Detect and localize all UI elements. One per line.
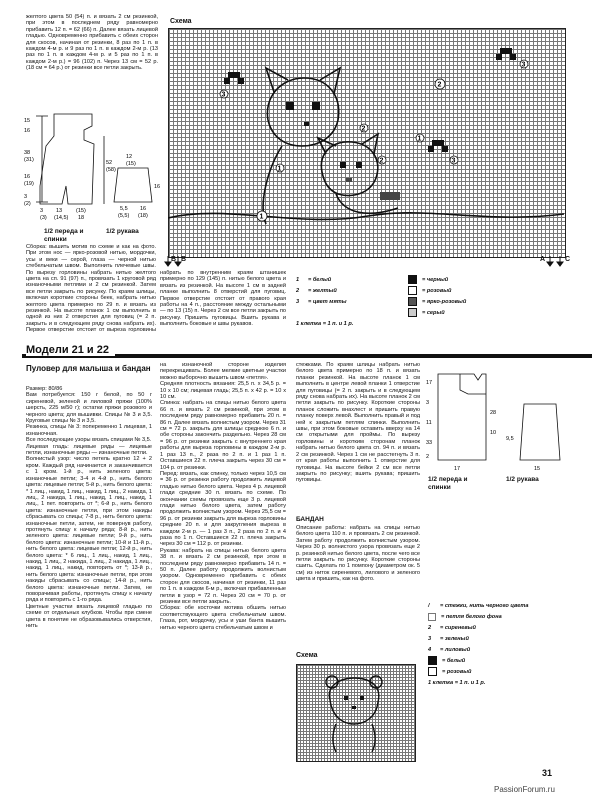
dim2-bottom-0: 17: [454, 466, 461, 472]
legend-2-row-3: 3 = зеленый: [428, 635, 469, 642]
legend-2-row-5: = белый: [428, 655, 568, 666]
section-header: [22, 344, 592, 360]
dim-left-4: 16: [24, 174, 31, 180]
dim-left-0: 15: [24, 118, 31, 124]
dim-left-5: (19): [24, 181, 34, 187]
text-column-1: Размер: 80/86 Вам потребуется: 150 г белой, по 50 г сиреневой, зеленой и лиловой пряжи (100% шерсть, 225 м/50 г); остатки пряжи розового и черного цвета; для вышивки. Спицы № 3 и 3,5. Круговые спицы № 3 и 3,5. Резинка, спицы № 3: попеременно 1 лицевая, 1 изнаночная. Все последующие узоры вязать спицами № 3,5. Лицевая гладь: лицевые ряды — лицевые петли, изнаночные ряды — изнаночные петли. Волнистый узор: число петель кратно 12 + 2 кром. Каждый ряд начинается и заканчивается с 1 кром. 1-й р., нить зеленого цвета: изнаночные петли; 3-4 и 4-й р., нить белого цвета: лицевые петли; 5-й р., нить белого цвета: * 1 лиц., накид, 1 лиц., накид, 1 лиц., 2 накида, 1 лиц., 2 накида, 1 лиц., накид, 1 лиц., накид, 1 лиц., 1 пет. повторить от *; 6-й р., нить белого цвета: изнаночные петли, при этом накиды сбрасывать со спицы; 7-8 р., нить белого цвета: изнаночные петли, затем, не повернув работу, протянуть спицу к началу ряда; 8-й р., нить зеленого цвета: лицевые петли; 9-й р., нить белого цвета: изнаночные петли; 10-й и 11-й р., нить белого цвета: лицевые петли; 12-й р., нить белого цвета: * 6 лиц., 1 лиц., накид, 1 лиц., накид, 1 лиц., 2 накида, 1 лиц., 2 накида, 1 лиц., накид, 1 лиц., накид, повторить от *; 13-й р., нить белого цвета: изнаночные петли, при этом накиды сбрасывать со спицы; 14-й р., нить белого цвета: изнаночные петли. Затем, не поворачивая работы, протянуть спицу к началу ряда и повторить с 1-го ряда. Цветные участки вязать лицевой гладью по схеме от отдельных клубков. Чтобы при смене цвета в понятие не образовывались отверстия, нить: [26, 386, 152, 630]
dim-right-2: 16: [154, 184, 161, 190]
dim2-mid-1: 10: [490, 430, 497, 436]
scheme-num-2: 3: [221, 91, 226, 99]
legend-1-footer: 1 клетка = 1 п. и 1 р.: [296, 320, 354, 327]
section-title: Модели 21 и 22: [26, 344, 115, 356]
swatch-black: [408, 275, 417, 284]
sleeve-piece-outline: [114, 168, 152, 202]
dim-left-7: (2): [24, 201, 31, 207]
swatch-pink: [408, 286, 417, 295]
label-front-1: 1/2 переда и спинки: [44, 228, 84, 243]
dim-right-1: (15): [126, 161, 136, 167]
dim-mid-0: 52: [106, 160, 113, 166]
legend-2-row-1: = петля белого фона: [428, 611, 568, 622]
dim2-bottom-1: 9,5: [506, 436, 514, 442]
bandana-text: Описание работы: набрать на спицы нитью белого цвета 110 п. и провязать 2 см резинкой. Затем работу продолжить волнистым узором. Через 30 р. волнистого узора провязать еще 2 р. резинкой нитью белого цвета, после чего все петли закрыть по рисунку. Короткие стороны сшить. Сделать по 1 помпону (диаметром ок. 5 см) из ниток сиреневого, лилового и зеленого цвета и пришить, как на фото.: [296, 525, 420, 583]
bandana-title: БАНДАН: [296, 516, 324, 523]
legend-1-row-2: 3 = цвет мяты = ярко-розовый: [296, 298, 467, 305]
dim-bottom-left-4: (15): [76, 208, 86, 214]
dim-bottom-left-3: (14,5): [54, 215, 69, 221]
dim2-left-4: 2: [426, 454, 430, 460]
cat-big-outline: [267, 78, 338, 146]
site-watermark: PassionForum.ru: [494, 785, 555, 794]
dim-bottom-right-3: (18): [138, 213, 148, 219]
label-front-2: 1/2 переда и спинки: [428, 476, 468, 491]
arrow-label-a: A: [540, 256, 546, 263]
dim-left-6: 3: [24, 194, 28, 200]
scheme-num-4: 1: [417, 135, 422, 143]
scheme-num-6: 3: [451, 157, 456, 165]
middle-text: набрать по внутренним краям штанишек примерно по 129 (145) п. нитью белого цвета и вязать из резинкой. На высоте 1 см в задней планке выполнить 8 отверстий для пуговиц. Первое отверстие отстоит от правого края работы на 4 п., расстояние между остальными — по 13 (15) п. Через 2 см все петли закрыть по рисунку. Пришить пуговицы. Вшить рукава и выполнить боковые и швы рукавов.: [160, 270, 286, 328]
front-piece-outline: [40, 114, 94, 204]
legend-1: [296, 274, 556, 329]
legend-2-footer: 1 клетка = 1 п. и 1 р.: [428, 679, 486, 686]
legend-2-row-4: 4 = лиловый: [428, 646, 471, 653]
dim-bottom-left-5: 18: [78, 215, 85, 221]
front-piece-outline-2: [438, 374, 486, 460]
dim-bottom-left-2: 13: [56, 208, 63, 214]
scheme-num-1: 2: [437, 81, 442, 89]
legend-1-row-0: 1 = белый = черный: [296, 276, 449, 283]
dim-left-2: 38: [24, 150, 31, 156]
text-column-3: стежками. По краям шлицы набрать нитью белого цвета примерно по 18 п. и вязать планки резинкой. На высоте планок 1 см выполнить в центре левой планки 1 отверстие для пуговицы (= 2 п. закрыть и в следующем ряду снова набрать их). На высоте планок 2 см петли закрыть по рисунку. Короткие стороны планок сложить внахлест и пришить правую планку поверх левой. Выполнить правый и под ней к закрытым петлям спинки. Выполнить швы, при этом боковые оставить вверху на 14 см открытыми для проймы. По вырезу горловины и коротким сторонам планок набрать нитью белого цвета сп. 94 п. и вязать 2 см резинкой. Через 1 см не расстегнуть 3 п. от края работы выполнить 1 отверстие для пуговицы. На высоте бейки 2 см все петли закрыть по рисунку; вшить рукава; пришить пуговицы.: [296, 362, 420, 484]
page-number: 31: [542, 768, 553, 778]
dim2-left-3: 33: [426, 440, 433, 446]
top-left-text: желтого цвета 50 (54) п. и вязать 2 см резинкой, при этом в последнем ряду равномерно прибавить 12 п. = 62 (66) п. Далее вязать лицевой гладью. Одновременно прибавить с обеих сторон для скосов, начиная от резинки, 8 раз по 1 п. в каждом 4-м р. и 9 раз по 1 п. в каждом 2-м р. (13 раз по 1 п. в каждом 4-м р. и 5 раз по 1 п. в каждом 2-м р.) = 96 (102) п. Через 13 см = 52 р. (18 см = 64 р.) от резинки все петли закрыть.: [26, 14, 158, 72]
dim-right-0: 12: [126, 154, 133, 160]
dim-bottom-right-2: 16: [140, 206, 147, 212]
scheme-arrows: [164, 256, 571, 268]
dim-left-1: 16: [24, 128, 31, 134]
dim-bottom-right-0: 5,5: [120, 206, 128, 212]
arrow-label-b1: B: [171, 256, 177, 263]
arrow-label-b2: B: [181, 256, 187, 263]
label-sleeve-2: 1/2 рукава: [506, 476, 539, 483]
scheme-motif: [168, 28, 564, 256]
dim-bottom-left-0: 3: [40, 208, 44, 214]
legend-2-row-2: 2 = сиреневый: [428, 624, 476, 631]
dim2-left-1: 3: [426, 400, 430, 406]
scheme-num-7: 3: [521, 61, 526, 69]
legend-1-row-3: = серый: [296, 307, 556, 318]
scheme-title: Схема: [170, 18, 192, 25]
assembly-text: Сборка: вышить мотив по схеме и как на фото. При этом нос — ярко-розовой нитью, мордочки, усы и веки — серой, глаза — черной нитью стебельчатым швом. Выполнить плечевые швы. По вырезу горловины набрать нитью желтого цвета на сп. 91 (97) п., провязать 1 круговой ряд изнаночными петлями и 2 см резинкой. Затем все петли закрыть по рисунку. По краям шлицы, включая короткие стороны беек, набрать нитью желтого цвета примерно по 29 п. и вязать из резинкой. На высоте планок 1 см выполнить в одной из них 2 отверстия для пуговиц (= 2 п. закрыть и в следующем ряду снова набрать их). Первое отверстие отстоит от выреза горловины: [26, 244, 156, 334]
dim2-mid-0: 28: [490, 410, 497, 416]
legend-1-row-1: 2 = желтый = розовый: [296, 287, 452, 294]
dim2-bottom-2: 15: [534, 466, 541, 472]
scheme-num-8: 2: [379, 157, 384, 165]
dim-mid-1: (58): [106, 167, 116, 173]
scheme2-motif: [296, 664, 414, 760]
dim2-left-0: 17: [426, 380, 433, 386]
dim2-left-2: 11: [426, 420, 432, 426]
text-column-2: на изнаночной стороне изделия перекрещивать. Более мелкие цветные участки можно выборочно вышить швом «петля». Средняя плотность вязания: 25,5 п. x 34,5 р. = 10 x 10 см; лицевая гладь; 25,5 п. x 42 р. = 10 x 10 см. Спинка: набрать на спицы нитью белого цвета 66 п. и вязать 2 см резинкой, при этом в последнем ряду равномерно прибавить 20 п. = 86 п. Далее вязать волнистым узором. Через 31 см = 72 р. закрыть для шлицы среднюю 6 п. и обе стороны закончить раздельно. Через 28 см = 96 р. от резинки закрыть с внутреннего края работы для выреза горловины в каждом 2-м р. 1 раз 13 п., 2 раза по 2 п. и 1 раз 1 п. Оставшиеся 22 п. плеча закрыть через 30 см = 104 р. от резинки. Перед: вязать, как спинку, только через 10,5 см = 36 р. от резинки работу продолжить лицевой гладью нитью белого цвета. Через 4 р. лицевой глади средние 30 п. вязать по схеме. По окончании схемы провязать еще 3 р. лицевой глади нитью белого цвета, затем работу продолжить волнистым узором. Через 25,5 см = 96 р. от резинки закрыть для выреза горловины средние 20 п. и для закругления выреза в каждом 2-м р. — 1 раз 3 п., 2 раза по 2 п. и 4 раза по 1 п. Оставшиеся 22 п. плеча закрыть через 30 см = 112 р. от резинки. Рукава: набрать на спицы нитью белого цвета 38 п. и вязать 2 см резинкой, при этом в последнем ряду равномерно прибавить 14 п. = 50 п. Далее работу продолжить волнистым узором. Одновременно прибавить с обеих сторон для скосов, начиная от резинки, 11 раз по 1 п. в каждом 6-м р., включая прибавленные петли в узор = 72 п. Через 20 см = 70 р. от резинки все петли закрыть. Сборка: обе косточки мотива обшить нитью соответствующего цвета стебельчатым швом. Глаза, рот, мордочку, усы и уши банта вышить нитью черного цвета стебельчатым швом и: [160, 362, 286, 631]
scheme-num-0: 1: [259, 213, 264, 221]
scheme2-title: Схема: [296, 652, 318, 659]
swatch-gray: [408, 308, 417, 317]
legend-2-row-0: / = стежки, нить черного цвета: [428, 602, 529, 609]
label-sleeve-1: 1/2 рукава: [106, 228, 139, 235]
sleeve-piece-outline-2: [520, 404, 560, 460]
legend-2-row-6: = розовый: [428, 666, 568, 677]
diagram-pieces-2: [424, 364, 574, 474]
swatch-bright-pink: [408, 297, 417, 306]
subtitle: Пуловер для малыша и бандан: [26, 364, 151, 373]
legend-2: [428, 600, 568, 688]
dim-bottom-left-1: (3): [40, 215, 47, 221]
diagram-pieces-1: [22, 106, 162, 230]
scheme-num-3: 1: [277, 165, 282, 173]
dim-bottom-right-1: (5,5): [118, 213, 130, 219]
scheme-num-5: 2: [361, 125, 366, 133]
cat-small-outline: [321, 142, 377, 196]
dim-left-3: (31): [24, 157, 34, 163]
arrow-label-c: C: [565, 256, 571, 263]
